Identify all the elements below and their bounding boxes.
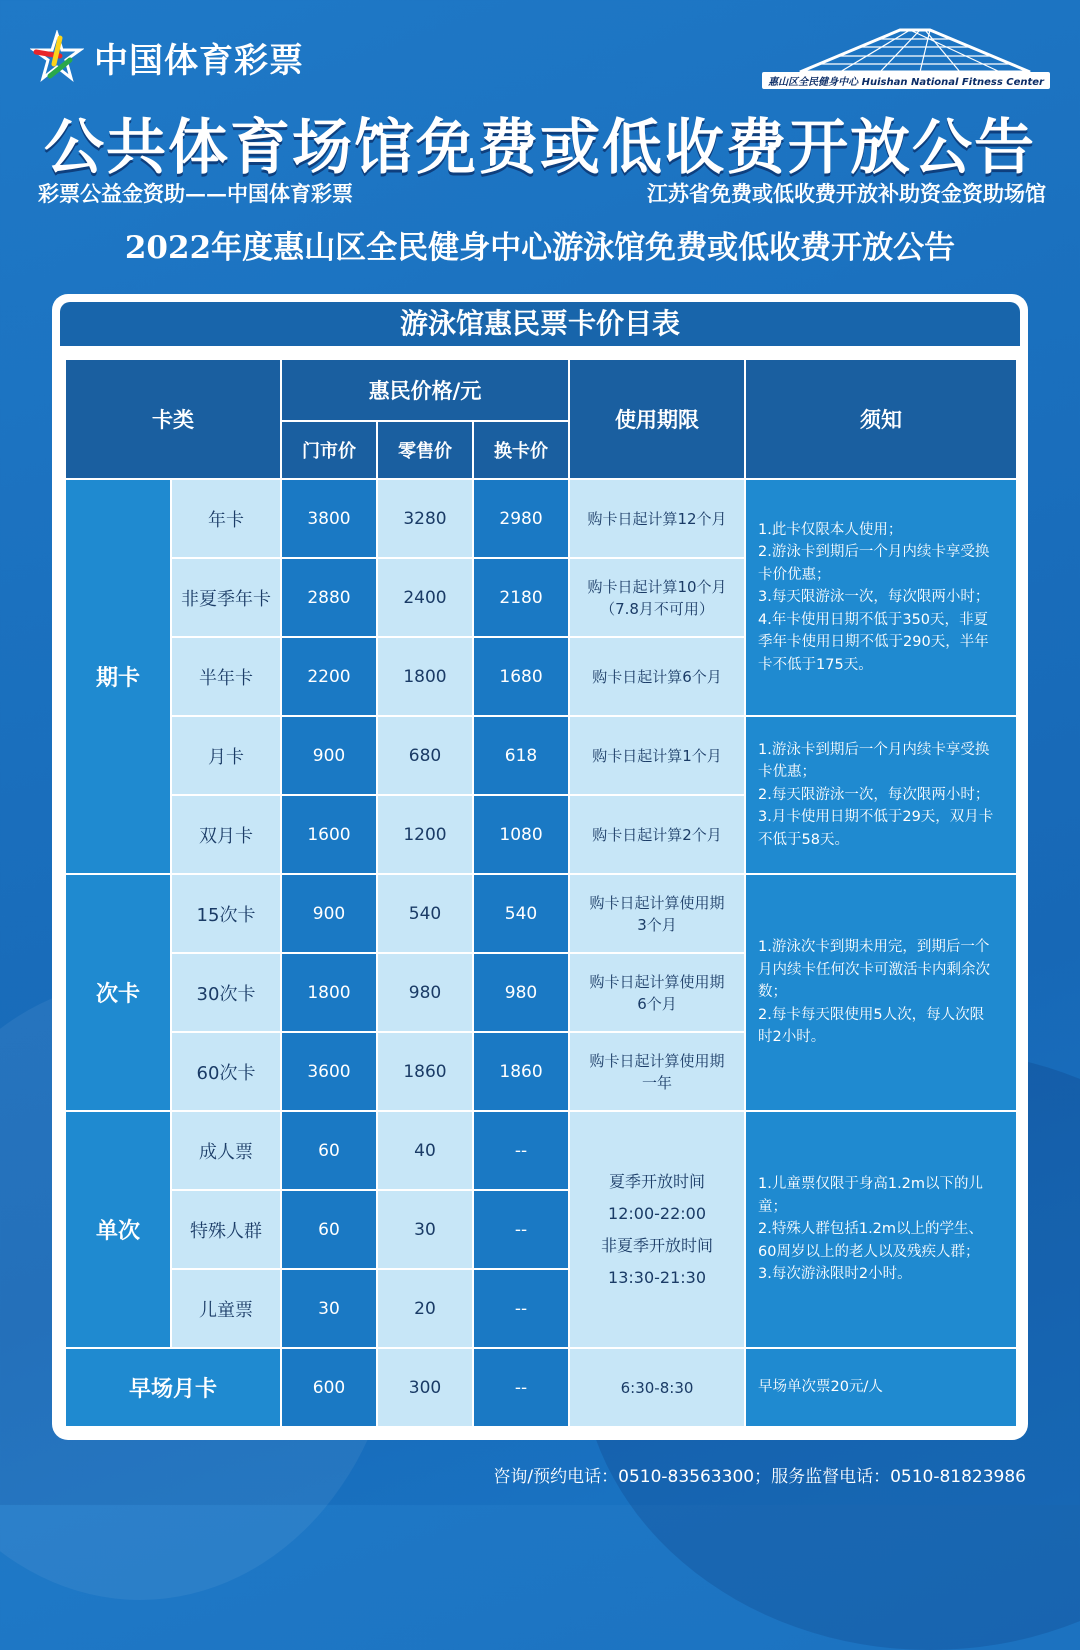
note-line: 2.每卡每天限使用5人次，每人次限时2小时。 [758,1006,985,1046]
exchange-price: 2180 [473,558,569,637]
opening-hours [569,1111,745,1348]
group-period-card: 期卡 [65,479,171,874]
announcement-title: 2022年度惠山区全民健身中心游泳馆免费或低收费开放公告 [124,230,956,266]
contact-info: 咨询/预约电话：0510-83563300；服务监督电话：0510-81823986 [493,1467,1026,1487]
note-line: 3.每次游泳限时2小时。 [758,1266,912,1283]
exchange-price: 980 [473,953,569,1032]
exchange-price: -- [473,1190,569,1269]
note-line: 3.月卡使用日期不低于29天，双月卡不低于58天。 [758,809,994,848]
subtitle-right: 江苏省免费或低收费开放补助资金资助场馆 [647,181,1046,206]
summer-hours-label: 夏季开放时间 [609,1171,706,1191]
market-price: 3600 [281,1032,377,1111]
usage-period: 6:30-8:30 [569,1348,745,1427]
brand-name: 中国体育彩票 [94,40,304,81]
notes-single-tickets [745,1111,1017,1348]
market-price: 900 [281,716,377,795]
period-line: 购卡日起计算使用期 [589,1051,725,1070]
period-line: 购卡日起计算使用期 [589,972,725,991]
card-name: 15次卡 [171,874,281,953]
usage-period: 购卡日起计算6个月 [569,637,745,716]
market-price: 600 [281,1348,377,1427]
card-name: 儿童票 [171,1269,281,1348]
header-card-type: 卡类 [65,359,281,479]
market-price: 30 [281,1269,377,1348]
card-name: 双月卡 [171,795,281,874]
period-line: 购卡日起计算使用期 [589,893,725,912]
header-exchange-price: 换卡价 [473,421,569,479]
header-market-price: 门市价 [281,421,377,479]
table-row [65,874,1017,953]
retail-price: 1200 [377,795,473,874]
exchange-price: 618 [473,716,569,795]
card-name: 半年卡 [171,637,281,716]
card-name: 成人票 [171,1111,281,1190]
exchange-price: -- [473,1111,569,1190]
card-name: 非夏季年卡 [171,558,281,637]
lottery-logo [30,30,304,84]
retail-price: 40 [377,1111,473,1190]
exchange-price: 1680 [473,637,569,716]
market-price: 2200 [281,637,377,716]
market-price: 3800 [281,479,377,558]
subtitle-left: 彩票公益金资助——中国体育彩票 [38,181,353,206]
summer-hours-time: 12:00-22:00 [608,1203,707,1223]
note-line: 1.游泳卡到期后一个月内续卡享受换卡优惠； [758,741,990,781]
market-price: 1800 [281,953,377,1032]
usage-period [569,874,745,953]
market-price: 60 [281,1111,377,1190]
nonsummer-hours-time: 13:30-21:30 [608,1267,707,1287]
retail-price: 300 [377,1348,473,1427]
group-count-card: 次卡 [65,874,171,1111]
period-line: 一年 [642,1073,673,1092]
usage-period [569,558,745,637]
card-name: 年卡 [171,479,281,558]
card-name: 60次卡 [171,1032,281,1111]
exchange-price: -- [473,1348,569,1427]
fitness-center-name: 惠山区全民健身中心 Huishan National Fitness Center [762,72,1050,89]
retail-price: 980 [377,953,473,1032]
retail-price: 3280 [377,479,473,558]
note-line: 1.儿童票仅限于身高1.2m以下的儿童； [758,1176,984,1215]
header-price-group: 惠民价格/元 [281,359,569,421]
note-line: 3.每天限游泳一次，每次限两小时； [758,589,990,606]
retail-price: 1860 [377,1032,473,1111]
exchange-price: 1860 [473,1032,569,1111]
note-line: 2.游泳卡到期后一个月内续卡享受换卡价优惠； [758,544,990,583]
group-morning-card: 早场月卡 [65,1348,281,1427]
header-retail-price: 零售价 [377,421,473,479]
exchange-price: 2980 [473,479,569,558]
note-line: 2.特殊人群包括1.2m以上的学生、60周岁以上的老人以及残疾人群； [758,1221,984,1260]
retail-price: 20 [377,1269,473,1348]
retail-price: 30 [377,1190,473,1269]
retail-price: 680 [377,716,473,795]
market-price: 60 [281,1190,377,1269]
notes-morning-card: 早场单次票20元/人 [745,1348,1017,1427]
exchange-price: -- [473,1269,569,1348]
exchange-price: 540 [473,874,569,953]
table-row [65,1111,1017,1190]
star-logo-icon [30,30,84,84]
card-name: 特殊人群 [171,1190,281,1269]
period-line: 购卡日起计算10个月 [587,577,727,596]
retail-price: 1800 [377,637,473,716]
table-title: 游泳馆惠民票卡价目表 [60,302,1020,346]
retail-price: 2400 [377,558,473,637]
notes-year-cards [745,479,1017,716]
header-period: 使用期限 [569,359,745,479]
retail-price: 540 [377,874,473,953]
table-row [65,1348,1017,1427]
market-price: 2880 [281,558,377,637]
usage-period [569,953,745,1032]
note-line: 2.每天限游泳一次，每次限两小时； [758,786,990,803]
notes-month-cards [745,716,1017,874]
note-line: 4.年卡使用日期不低于350天，非夏季年卡使用日期不低于290天，半年卡不低于175天。 [758,611,989,673]
header-notes: 须知 [745,359,1017,479]
price-table [64,358,1018,1428]
period-line: （7.8月不可用） [600,599,714,618]
card-name: 30次卡 [171,953,281,1032]
usage-period: 购卡日起计算12个月 [569,479,745,558]
note-line: 1.游泳次卡到期未用完，到期后一个月内续卡任何次卡可激活卡内剩余次数； [758,939,991,1001]
period-line: 3个月 [637,915,677,934]
usage-period: 购卡日起计算1个月 [569,716,745,795]
notes-count-cards [745,874,1017,1111]
price-table-card [52,294,1028,1440]
main-title: 公共体育场馆免费或低收费开放公告 [44,113,1036,183]
card-name: 月卡 [171,716,281,795]
exchange-price: 1080 [473,795,569,874]
market-price: 1600 [281,795,377,874]
usage-period: 购卡日起计算2个月 [569,795,745,874]
note-line: 1.此卡仅限本人使用； [758,521,903,538]
group-single: 单次 [65,1111,171,1348]
usage-period [569,1032,745,1111]
nonsummer-hours-label: 非夏季开放时间 [601,1235,714,1255]
market-price: 900 [281,874,377,953]
table-row [65,716,1017,795]
table-row [65,479,1017,558]
period-line: 6个月 [637,994,677,1013]
